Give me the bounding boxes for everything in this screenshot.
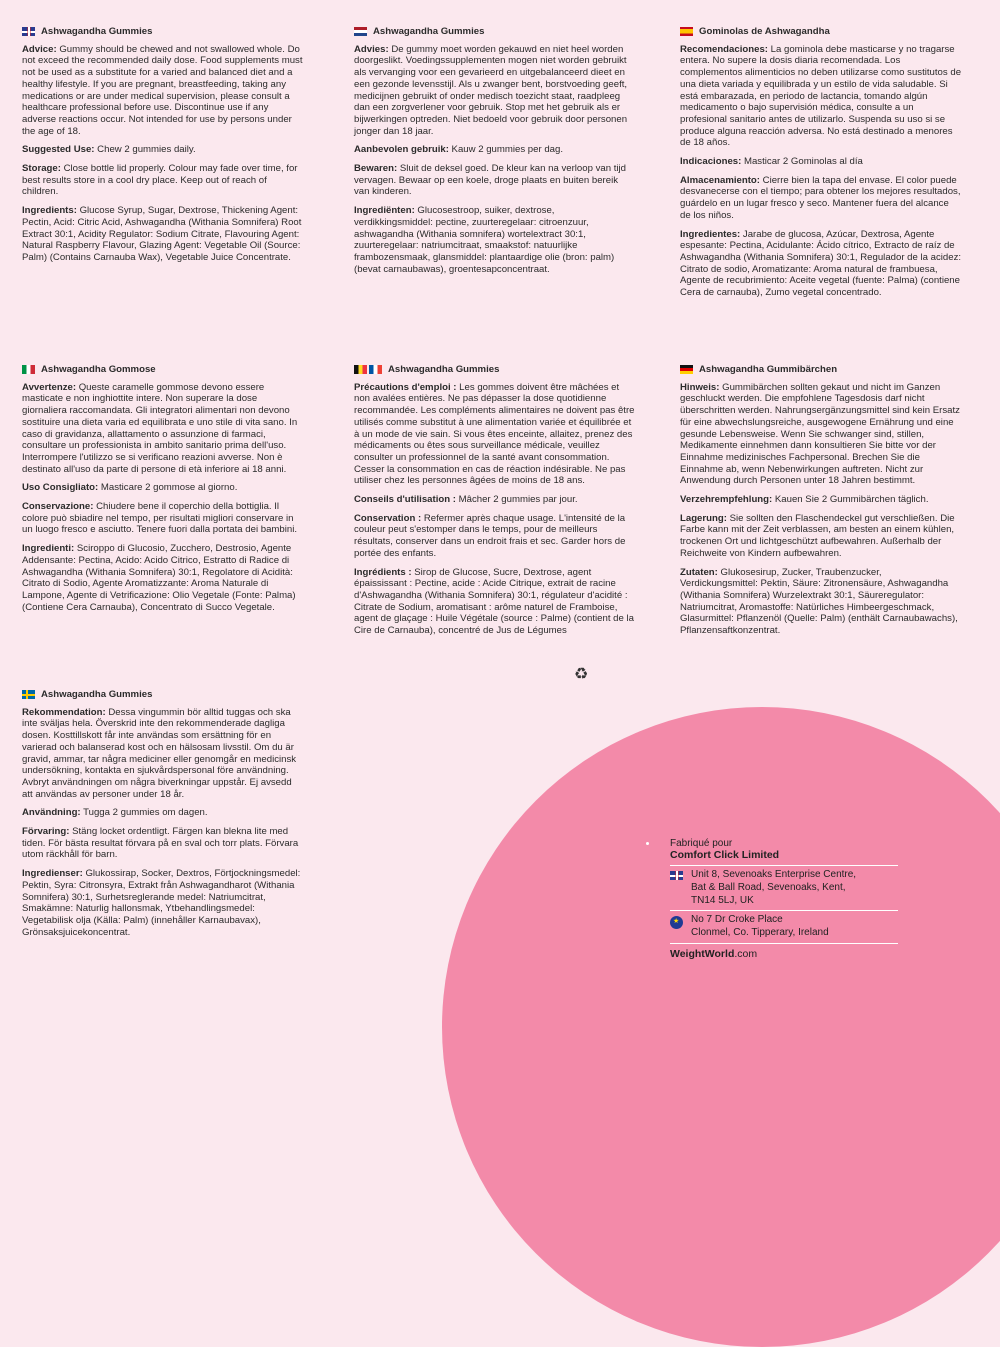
advice-section: Rekommendation: Dessa vingummin bör alltid tuggas och ska inte sväljas hela. Överskrid inte den rekommenderade dagliga dosen. Kosttillskott får inte användas som ersättning för en varierad och balanserad kost och en hälsosam livsstil. Om du är gravid, ammar, tar några mediciner eller genomgår en medicinsk undersökning, kontakta en sjukvårdspersonal före användning. Avbryt användningen om några biverkningar uppstår. Ej avsedd att användas av personer under 18 år. xyxy=(22,706,297,800)
panel-title: Gominolas de Ashwagandha xyxy=(699,26,830,37)
panel-title: Ashwagandha Gummies xyxy=(373,26,485,37)
usage-section: Aanbevolen gebruik: Kauw 2 gummies per dag. xyxy=(354,144,564,156)
ie-address-row xyxy=(670,910,898,943)
decorative-pink-circle xyxy=(442,707,1000,1347)
ingredients-section: Ingrédients : Sirop de Glucose, Sucre, Dextrose, agent épaississant : Pectine, acide : Acide Citrique, extrait de racine d'Ashwagandha (Withania Somnifera) 30:1, régulateur d'acidité : Citrate de Sodium, aromatisant : arôme naturel de Framboise, agent de glaçage : Huile Végétale (source : Palme) (contient de la Cire de Carnauba), concentré de Jus de Légumes xyxy=(354,566,634,637)
panel-es xyxy=(680,26,962,306)
spain-flag-icon xyxy=(680,27,693,36)
advice-section: Advice: Gummy should be chewed and not swallowed whole. Do not exceed the recommended daily dose. Food supplements must not be used as a substitute for a varied and balanced diet and a healthy lifestyle. If you are pregnant, breastfeeding, taking any medications or are under medical supervision, please consult a healthcare professional before use. Discontinue use if any adverse reactions occur. Not intended for use by persons under the age of 18. xyxy=(22,43,303,137)
recycle-hand-icon: ♻ xyxy=(574,666,589,683)
panel-title: Ashwagandha Gummibärchen xyxy=(699,364,838,375)
germany-flag-icon xyxy=(680,365,693,374)
sweden-flag-icon xyxy=(22,690,35,699)
storage-section: Conservazione: Chiudere bene il coperchio della bottiglia. Il colore può sbiadire nel tempo, per risultati migliori conservare in un luogo fresco e asciutto. Tenere fuori dalla portata dei bambini. xyxy=(22,501,298,536)
storage-section: Conservation : Refermer après chaque usage. L'intensité de la couleur peut s'estomper dans le temps, pour de meilleurs résultats, conserver dans un endroit frais et sec. Garder hors de portée des enfants. xyxy=(354,512,626,559)
advice-section: Précautions d'emploi : Les gommes doivent être mâchées et non avalées entières. Ne pas dépasser la dose quotidienne recommandée. Les compléments alimentaires ne doivent pas être utilisés comme substitut à une alimentation variée et équilibrée et à un mode de vie sain. Si vous êtes enceinte, allaitez, prenez des médicaments ou êtes sous surveillance médicale, veuillez consulter un professionnel de la santé avant consommation. Cesser la consommation en cas de réaction indésirable. Ne pas utiliser chez les personnes âgées de moins de 18 ans. xyxy=(354,381,635,487)
panel-title: Ashwagandha Gummies xyxy=(41,689,153,700)
panel-title: Ashwagandha Gummies xyxy=(41,26,153,37)
advice-section: Avvertenze: Queste caramelle gommose devono essere masticate e non inghiottite intere. Non superare la dose giornaliera raccomandata. Gli integratori alimentari non devono sostituire una dieta varia ed equilibrata e uno stile di vita sano. In caso di gravidanza, allattamento o assunzione di farmaci, consultare un professionista in ambito sanitario prima dell'uso. Interrompere l'utilizzo se si verificano reazioni avverse. Non è destinato all'uso da parte di persone di età inferiore ai 18 anni. xyxy=(22,381,298,475)
panel-en xyxy=(22,26,304,271)
ie-address-line: No 7 Dr Croke Place xyxy=(691,914,783,926)
storage-section: Förvaring: Stäng locket ordentligt. Färgen kan blekna lite med tiden. För bästa resultat förvara på en sval och torr plats. Förvara utom räckhåll för barn. xyxy=(22,826,299,861)
company-name: Comfort Click Limited xyxy=(670,849,780,861)
uk-address-line: Bat & Ball Road, Sevenoaks, Kent, xyxy=(691,881,846,893)
ingredients-section: Ingredienti: Sciroppo di Glucosio, Zucchero, Destrosio, Agente Addensante: Pectina, Acido: Acido Citrico, Estratto di Radice di Ashwagandha (Withania Somnifera) 30:1, Regolatore di Acidità: Citrato di Sodio, Agente Aromatizzante: Aroma Naturale di Lampone, Agente di Vetrificazione: Olio Vegetale (Fonte: Palma) (Contiene Cera Carnauba), Concentrato di Succo Vegetale. xyxy=(22,543,296,613)
manufacturer-info xyxy=(648,838,898,960)
eu-flag-icon xyxy=(670,916,683,929)
ingredients-section: Ingredients: Glucose Syrup, Sugar, Dextrose, Thickening Agent: Pectin, Acid: Citric Acid, Ashwagandha (Withania Somnifera) Root Extract 30:1, Acidity Regulator: Sodium Citrate, Flavouring Agent: Natural Raspberry Flavour, Glazing Agent: Vegetable Oil (Source: Palm) (Contains Carnauba Wax), Vegetable Juice Concentrate. xyxy=(22,205,302,263)
panel-fr xyxy=(354,364,636,644)
usage-section: Conseils d'utilisation : Mâcher 2 gummies par jour. xyxy=(354,494,578,506)
panel-de xyxy=(680,364,962,644)
storage-section: Storage: Close bottle lid properly. Colour may fade over time, for best results store in a cool dry place. Keep out of reach of children. xyxy=(22,163,298,198)
uk-flag-icon xyxy=(670,871,683,880)
storage-section: Bewaren: Sluit de deksel goed. De kleur kan na verloop van tijd vervagen. Bewaar op een koele, droge plaats en buiten bereik van kinderen. xyxy=(354,163,626,198)
usage-section: Suggested Use: Chew 2 gummies daily. xyxy=(22,144,196,156)
ingredients-section: Ingrediënten: Glucosestroop, suiker, dextrose, verdikkingsmiddel: pectine, zuurteregelaar: citroenzuur, ashwagandha (Withania somnifera) wortelextract 30:1, zuurteregelaar: natriumcitraat, smaakstof: natuurlijke frambozensmaak, glansmiddel: plantaardige olie (bron: palm) (bevat carnaubawas), groentesapconcentraat. xyxy=(354,205,615,275)
uk-flag-icon xyxy=(22,27,35,36)
usage-section: Användning: Tugga 2 gummies om dagen. xyxy=(22,807,208,819)
panel-title: Ashwagandha Gommose xyxy=(41,364,156,375)
made-for-label: Fabriqué pour xyxy=(670,838,733,849)
storage-section: Lagerung: Sie sollten den Flaschendeckel gut verschließen. Die Farbe kann mit der Zeit verblassen, am besten an einem kühlen, trockenen Ort und lichtgeschützt aufbewahren. Außerhalb der Reichweite von Kindern aufbewahren. xyxy=(680,512,955,559)
uk-address-line: Unit 8, Sevenoaks Enterprise Centre, xyxy=(691,869,857,880)
ingredients-section: Ingredienser: Glukossirap, Socker, Dextros, Förtjockningsmedel: Pektin, Syra: Citronsyra, Extrakt från Ashwagandharot (Withania Somnifera) 30:1, Surhetsreglerande medel: Natriumcitrat, Smakämne: Naturlig hallonsmak, Ytbehandlingsmedel: Vegetabilisk olja (Källa: Palm) (innehåller Karnaubavax), Grönsaksjuicekoncentrat. xyxy=(22,868,301,938)
uk-address-line: TN14 5LJ, UK xyxy=(691,894,754,906)
panel-title: Ashwagandha Gummies xyxy=(388,364,500,375)
uk-address-row xyxy=(670,865,898,910)
ingredients-section: Zutaten: Glukosesirup, Zucker, Traubenzucker, Verdickungsmittel: Pektin, Säure: Zitronensäure, Ashwagandha (Withania Somnifera) Wurzelextrakt 30:1, Säureregulator: Natriumcitrat, Aromastoffe: Natürliches Himbeergeschmack, Glasurmittel: Pflanzenöl (Quelle: Palm) (enthält Carnaubawachs), Pflanzensaftkonzentrat. xyxy=(680,566,958,637)
advice-section: Advies: De gummy moet worden gekauwd en niet heel worden doorgeslikt. Voedingssupplementen mogen niet worden gebruikt als vervanging voor een gevarieerd en uitgebalanceerd dieet en een gezonde levensstijl. Als u zwanger bent, borstvoeding geeft, medicijnen gebruikt of onder medisch toezicht staat, raadpleeg dan een zorgverlener voor gebruik. Stop met het gebruik als er bijwerkingen optreden. Niet bedoeld voor gebruik door personen jonger dan 18 jaar. xyxy=(354,43,628,137)
panel-sv xyxy=(22,689,304,945)
belgium-flag-icon xyxy=(354,365,367,374)
panel-nl xyxy=(354,26,636,282)
ie-address-line: Clonmel, Co. Tipperary, Ireland xyxy=(691,927,829,939)
panel-it xyxy=(22,364,304,620)
usage-section: Uso Consigliato: Masticare 2 gommose al giorno. xyxy=(22,482,238,494)
brand-website: WeightWorld.com xyxy=(670,943,898,960)
netherlands-flag-icon xyxy=(354,27,367,36)
advice-section: Hinweis: Gummibärchen sollten gekaut und nicht im Ganzen geschluckt werden. Die empfohlene Tagesdosis darf nicht überschritten werden. Nahrungsergänzungsmittel sind kein Ersatz für eine abwechslungsreiche, ausgewogene Ernährung und eine gesunde Lebensweise. Wenn Sie schwanger sind, stillen, Medikamente einnehmen dann konsultieren Sie bitte vor der Einnahme medizinisches Fachpersonal. Brechen Sie die Einnahme ab, wenn Nebenwirkungen auftreten. Nicht zur Anwendung durch Personen unter 18 Jahren bestimmt. xyxy=(680,381,960,487)
italy-flag-icon xyxy=(22,365,35,374)
ingredients-section: Ingredientes: Jarabe de glucosa, Azúcar, Dextrosa, Agente espesante: Pectina, Acidulante: Ácido cítrico, Extracto de raíz de Ashwagandha (Withania Somnifera) 30:1, Regulador de la acidez: Citrato de sodio, Aromatizante: Aroma natural de frambuesa, Agente de recubrimiento: Aceite vegetal (fuente: Palma) (contiene Cera de carnauba), Zumo vegetal concentrado. xyxy=(680,228,962,299)
france-flag-icon xyxy=(369,365,382,374)
usage-section: Verzehrempfehlung: Kauen Sie 2 Gummibärchen täglich. xyxy=(680,494,929,506)
storage-section: Almacenamiento: Cierre bien la tapa del envase. El color puede desvanecerse con el tiempo; para obtener los mejores resultados, guárdelo en un lugar fresco y seco. Mantener fuera del alcance de los niños. xyxy=(680,174,961,221)
advice-section: Recomendaciones: La gominola debe masticarse y no tragarse entera. No supere la dosis diaria recomendada. Los complementos alimenticios no deben utilizarse como sustitutos de una dieta variada y equilibrada y un estilo de vida saludable. Si está embarazada, en periodo de lactancia, tomando algún medicamento o bajo supervisión médica, consulte a un profesional sanitario antes de utilizarlo. Suspenda su uso si se produce alguna reacción adversa. No está destinado a menores de 18 años. xyxy=(680,43,962,149)
usage-section: Indicaciones: Masticar 2 Gominolas al día xyxy=(680,156,863,168)
